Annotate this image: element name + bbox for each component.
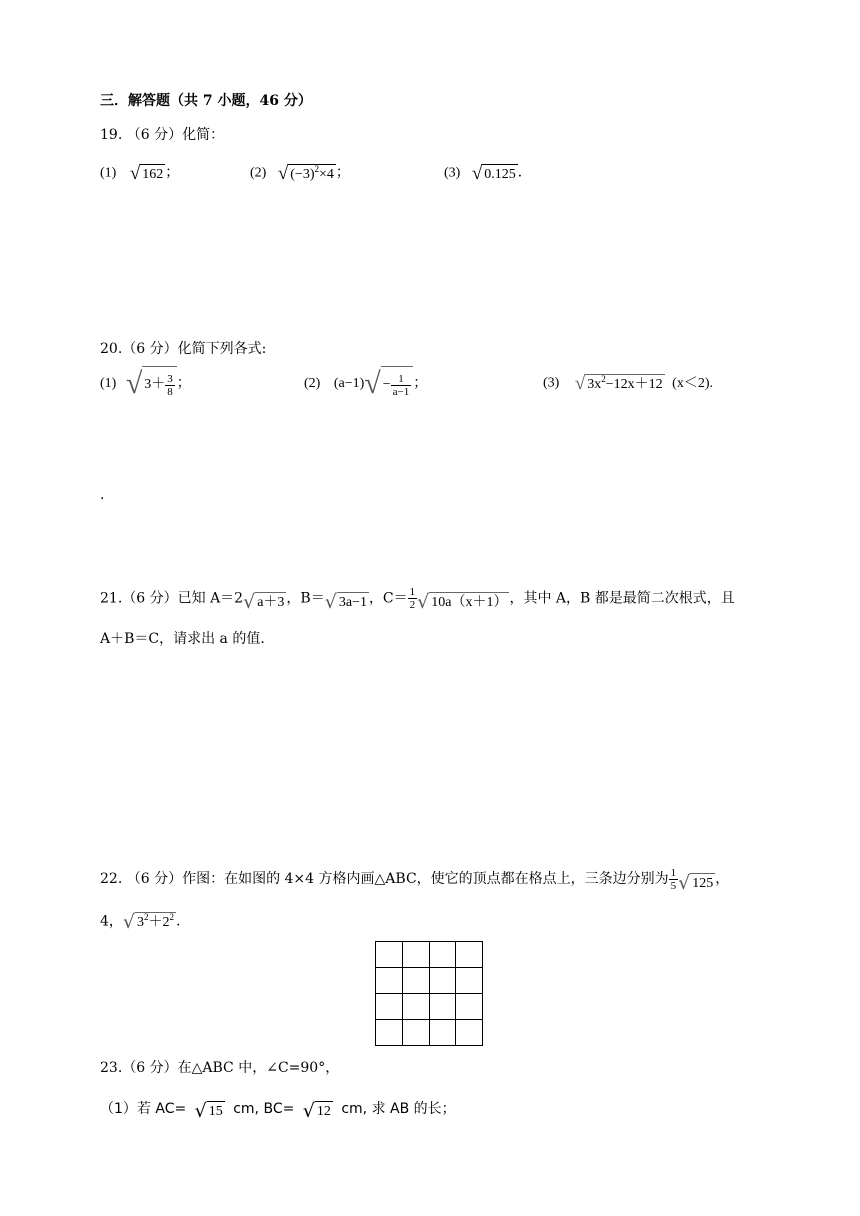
q19-part1-label: (1) [100, 165, 117, 181]
q20-part3 [543, 374, 713, 393]
q20-part2-label: (2) [304, 376, 321, 392]
radicand: 12 [315, 1101, 333, 1120]
grid-line [376, 993, 482, 994]
grid-line [376, 1019, 482, 1020]
numerator: 1 [398, 372, 404, 385]
q20-part1-label: (1) [100, 376, 117, 392]
sqrt-expression: √ $3x^2-12x+12$ [574, 373, 663, 394]
radicand: 162 [140, 164, 165, 183]
q21-text-a: 21.（6 分）已知 A＝2 [100, 590, 244, 607]
q19-part3-label: (3) [444, 165, 461, 181]
q21-line2: A＋B＝C，请求出 a 的值． [100, 631, 275, 647]
radicand: 3a−1 [337, 592, 369, 611]
radicand: 0.125 [482, 164, 518, 183]
exponent: 2 [169, 912, 175, 922]
numerator: 3 [167, 372, 173, 385]
radicand: 15 [207, 1101, 225, 1120]
coefficient: (a−1) [333, 376, 365, 392]
q23-heading: 23.（6 分）在△ABC 中，∠C=90°， [100, 1060, 340, 1076]
q22-text-b: 4， [100, 913, 123, 930]
q20-heading: 20.（6 分）化简下列各式: [100, 341, 267, 357]
sqrt-expression: √ 15 [194, 1100, 223, 1122]
square-grid-4x4 [375, 941, 483, 1046]
condition: (x＜2). [672, 375, 713, 391]
sqrt-expression: √ $(-3)^2\times 4$ [277, 163, 334, 184]
q20-part1 [100, 366, 191, 402]
stray-dot: . [100, 487, 105, 503]
q19-part2-label: (2) [250, 165, 267, 181]
radicand: 125 [690, 873, 715, 892]
q23-text-c: cm, 求 AB 的长； [341, 1101, 456, 1117]
q22-line2 [100, 912, 180, 931]
sqrt-expression: √ 162 [129, 163, 164, 184]
sqrt-expression: √ 125 [678, 872, 714, 894]
radicand-term: 3＋ [144, 377, 166, 392]
sqrt-expression: √ 10a（x＋1） [417, 590, 508, 613]
q20-part3-label: (3) [543, 375, 560, 391]
sqrt-expression: √ 0.125 [471, 163, 516, 184]
fraction [408, 586, 418, 611]
punctuation: ； [413, 376, 428, 392]
sqrt-expression: √ a＋3 [243, 590, 285, 613]
q20-part2 [304, 366, 427, 402]
denominator: a−1 [392, 385, 410, 398]
q21-line1 [100, 586, 735, 611]
q23-text-a: （1）若 AC= [100, 1101, 187, 1117]
q19-part3 [444, 164, 532, 183]
punctuation: ； [165, 165, 180, 181]
radicand-term: 3 [137, 915, 145, 930]
q21-text-b: ，B＝ [286, 590, 325, 607]
section-title: 三．解答题（共 7 小题，46 分） [100, 93, 312, 109]
minus-sign: − [382, 377, 391, 392]
grid-line [376, 967, 482, 968]
punctuation: ， [715, 871, 730, 887]
sqrt-expression: √ − $\frac{1}{a-1}$ [364, 366, 413, 402]
numerator: 1 [670, 866, 677, 879]
q22-text: 22. （6 分）作图：在如图的 4×4 方格内画△ABC，使它的顶点都在格点上，三条边分别为 [100, 871, 669, 887]
fraction [391, 373, 412, 398]
sqrt-expression: √ 12 [302, 1100, 331, 1122]
q23-text-b: cm, BC= [233, 1101, 295, 1117]
q21-text-c: ，C＝ [368, 590, 408, 607]
radicand: a＋3 [255, 592, 286, 611]
punctuation: ． [517, 165, 532, 181]
sqrt-expression: √ 3＋ $\frac{3}{8}$ [126, 366, 177, 402]
denominator: 5 [670, 879, 677, 892]
exponent: 2 [144, 912, 149, 922]
punctuation: . [176, 913, 181, 930]
q23-part1 [100, 1098, 456, 1120]
radicand-rest: ×4 [319, 167, 334, 182]
sqrt-expression: √ $3^2+2^2$ [122, 911, 175, 933]
radicand-term: 3x [587, 377, 602, 392]
q19-part2 [250, 164, 350, 183]
denominator: 2 [409, 599, 416, 611]
q21-text-d: ，其中 A，B 都是最简二次根式，且 [509, 590, 735, 607]
radicand-rest: −12x＋12 [605, 377, 663, 392]
denominator: 8 [167, 385, 173, 398]
q19-part1 [100, 164, 179, 183]
punctuation: ； [176, 376, 191, 392]
q19-heading: 19. （6 分）化简： [100, 127, 225, 143]
punctuation: ； [335, 165, 350, 181]
exponent: 2 [601, 374, 606, 384]
exponent: 2 [314, 164, 319, 174]
fraction [165, 373, 175, 398]
numerator: 1 [409, 586, 416, 598]
radicand: 10a（x＋1） [429, 592, 509, 611]
q22-line1 [100, 866, 729, 892]
fraction [669, 867, 679, 892]
sqrt-expression: √ 3a−1 [324, 590, 367, 613]
radicand-base: (−3) [290, 167, 315, 182]
radicand-rest: ＋2 [148, 915, 170, 930]
